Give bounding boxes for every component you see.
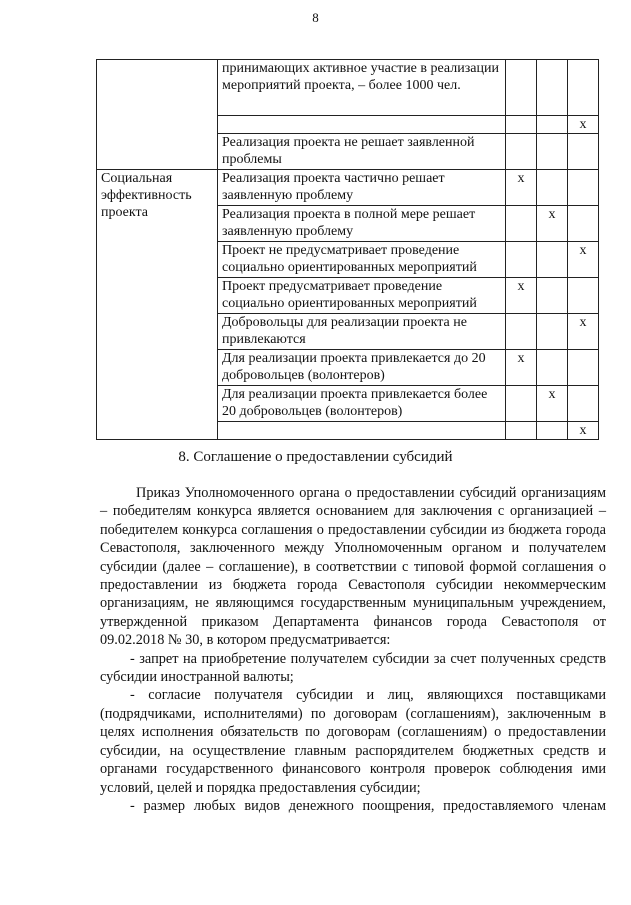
mark-cell [537, 134, 568, 170]
mark-cell [537, 242, 568, 278]
mark-cell: x [537, 206, 568, 242]
mark-cell: x [568, 242, 599, 278]
mark-cell [568, 350, 599, 386]
criterion-cell [97, 60, 218, 170]
mark-cell [506, 116, 537, 134]
mark-cell [506, 422, 537, 440]
body-text [100, 484, 606, 815]
table-row [97, 170, 599, 206]
criterion-cell: Социальная эффективность проекта [97, 170, 218, 440]
description-cell: Реализация проекта частично решает заявленную проблему [218, 170, 506, 206]
mark-cell [537, 278, 568, 314]
mark-cell [506, 206, 537, 242]
mark-cell: x [506, 278, 537, 314]
list-item: - согласие получателя субсидии и лиц, являющихся поставщиками (подрядчиками, исполнителями) по договорам (соглашениям), заключенным в целях исполнения обязательств по договорам (соглашениям) о предоставлении субсидии, на осуществление главным распорядителем бюджетных средств и органами государственного финансового контроля проверок соблюдения ими условий, целей и порядка предоставления субсидии; [100, 687, 606, 796]
mark-cell [568, 170, 599, 206]
description-cell: Для реализации проекта привлекается до 20 добровольцев (волонтеров) [218, 350, 506, 386]
mark-cell: x [506, 350, 537, 386]
mark-cell [537, 314, 568, 350]
table-row [97, 60, 599, 116]
mark-cell [568, 134, 599, 170]
mark-cell [568, 386, 599, 422]
description-cell: Проект не предусматривает проведение социально ориентированных мероприятий [218, 242, 506, 278]
description-cell [218, 422, 506, 440]
description-cell: принимающих активное участие в реализации мероприятий проекта, – более 1000 чел. [218, 60, 506, 116]
description-cell: Проект предусматривает проведение социально ориентированных мероприятий [218, 278, 506, 314]
mark-cell [506, 134, 537, 170]
mark-cell [568, 278, 599, 314]
mark-cell [506, 386, 537, 422]
mark-cell [537, 116, 568, 134]
mark-cell [537, 422, 568, 440]
list-item: - запрет на приобретение получателем субсидии за счет полученных средств субсидии иностранной валюты; [100, 650, 606, 686]
mark-cell: x [537, 386, 568, 422]
mark-cell [568, 206, 599, 242]
mark-cell [506, 242, 537, 278]
description-cell: Реализация проекта не решает заявленной проблемы [218, 134, 506, 170]
mark-cell: x [568, 422, 599, 440]
mark-cell [506, 60, 537, 116]
mark-cell: x [568, 314, 599, 350]
mark-cell [506, 314, 537, 350]
description-cell: Для реализации проекта привлекается более 20 добровольцев (волонтеров) [218, 386, 506, 422]
mark-cell [537, 60, 568, 116]
description-cell: Добровольцы для реализации проекта не привлекаются [218, 314, 506, 350]
description-cell [218, 116, 506, 134]
criteria-table [96, 59, 599, 440]
list-item: - размер любых видов денежного поощрения, предоставляемого членам [130, 797, 606, 814]
mark-cell: x [506, 170, 537, 206]
mark-cell: x [568, 116, 599, 134]
mark-cell [537, 350, 568, 386]
paragraph: Приказ Уполномоченного органа о предоставлении субсидий организациям – победителям конкурса является основанием для заключения с организацией – победителем конкурса соглашения о предоставлении субсидии из бюджета города Севастополя, заключенного между Уполномоченным органом и получателем субсидии (далее – соглашение), в соответствии с типовой формой соглашения о предоставлении из бюджета города Севастополя субсидии некоммерческим организациям, не являющимся государственным муниципальным учреждением, утвержденной приказом Департамента финансов города Севастополя от 09.02.2018 № 30, в котором предусматривается: [100, 485, 606, 649]
section-heading: 8. Соглашение о предоставлении субсидий [178, 449, 453, 465]
mark-cell [568, 60, 599, 116]
mark-cell [537, 170, 568, 206]
description-cell: Реализация проекта в полной мере решает заявленную проблему [218, 206, 506, 242]
page-number: 8 [312, 10, 319, 25]
